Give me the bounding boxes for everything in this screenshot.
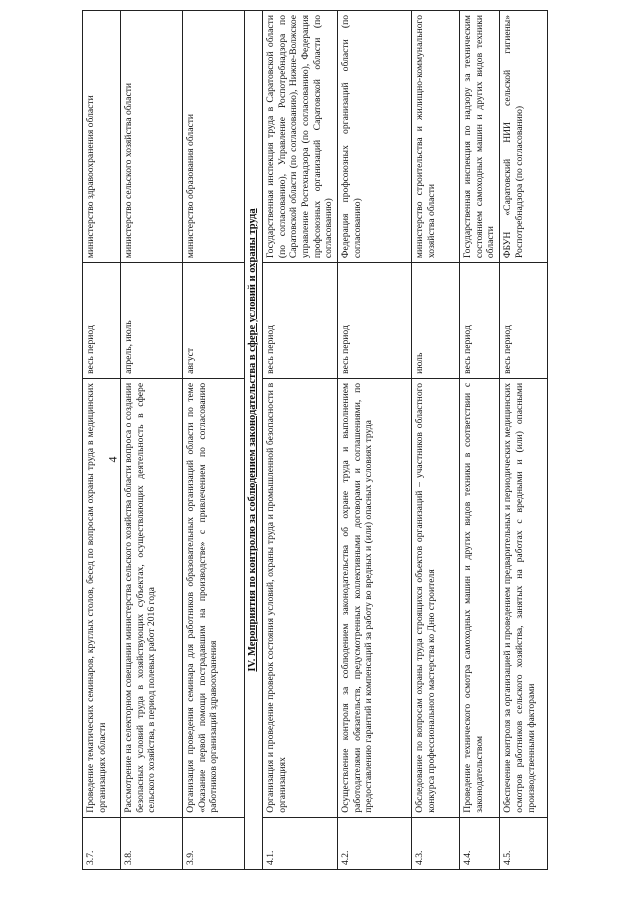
section-header-row [245,11,263,870]
responsible-text: министерство здравоохранения области [83,11,121,263]
period-text: весь период [500,263,548,379]
responsible-text: ФБУН «Саратовский НИИ сельской гигиены» Роспотребнадзора (по согласованию) [500,11,548,263]
event-text: Организация проведения семинара для работников образовательных организаций области по теме «Оказание первой помощи пострадавшим на производстве» с привлечением по согласованию работников организаций здравоохранения [183,378,245,817]
event-text: Проведение тематических семинаров, круглых столов, бесед по вопросам охраны труда в медицинских организациях области [83,378,121,817]
section-title: IV. Мероприятия по контролю за соблюдением законодательства в сфере условий и охраны труда [245,11,263,870]
table-row [460,11,500,870]
period-text: август [183,263,245,379]
period-text: весь период [262,263,337,379]
table-row [500,11,548,870]
event-text: Рассмотрение на селекторном совещании министерства сельского хозяйства области вопроса о создании безопасных условий труда в хозяйствующих субъектах, осуществляющих деятельность в сфере сельского хозяйства, в период полевых работ 2016 года [121,378,183,817]
period-text: весь период [460,263,500,379]
row-number: 4.4. [460,817,500,869]
period-text: весь период [83,263,121,379]
table-row [412,11,460,870]
events-table [82,10,548,870]
event-text: Осуществление контроля за соблюдением законодательства об охране труда и выполнением работодателями обязательств, предусмотренных коллективными договорами и соглашениями, по предоставлению гарантий и компенсаций за работу во вредных и (или) опасных условиях труда [338,378,412,817]
row-number: 4.1. [262,817,337,869]
row-number: 3.8. [121,817,183,869]
responsible-text: Государственная инспекция труда в Саратовской области (по согласованию), Управление Роспотребнадзора по Саратовской области (по согласованию), Нижне-Волжское управление Ростехнадзора (по согласованию), Федерация профсоюзных организаций Саратовской области (по согласованию) [262,11,337,263]
event-text: Проведение технического осмотра самоходных машин и других видов техники в соответствии с законодательством [460,378,500,817]
rotated-table-container [82,10,537,870]
row-number: 3.9. [183,817,245,869]
responsible-text: министерство сельского хозяйства области [121,11,183,263]
period-text: весь период [338,263,412,379]
row-number: 3.7. [83,817,121,869]
period-text: апрель, июль [121,263,183,379]
row-number: 4.5. [500,817,548,869]
period-text: июль [412,263,460,379]
row-number: 4.2. [338,817,412,869]
table-row [183,11,245,870]
responsible-text: Федерация профсоюзных организаций области (по согласованию) [338,11,412,263]
row-number: 4.3. [412,817,460,869]
event-text: Обследование по вопросам охраны труда строящихся объектов организаций – участников областного конкурса профессионального мастерства ко Дню строителя [412,378,460,817]
responsible-text: министерство образования области [183,11,245,263]
table-row [262,11,337,870]
responsible-text: Государственная инспекция по надзору за техническим состоянием самоходных машин и других видов техники области [460,11,500,263]
page-number: 4 [105,456,120,463]
table-row [83,11,121,870]
table-row [121,11,183,870]
event-text: Обеспечение контроля за организацией и проведением предварительных и периодических медицинских осмотров работников сельского хозяйства, занятых на работах с вредными и (или) опасными производственными факторами [500,378,548,817]
event-text: Организация и проведение проверок состояния условий, охраны труда и промышленной безопасности в организациях [262,378,337,817]
table-row [338,11,412,870]
responsible-text: министерство строительства и жилищно-коммунального хозяйства области [412,11,460,263]
